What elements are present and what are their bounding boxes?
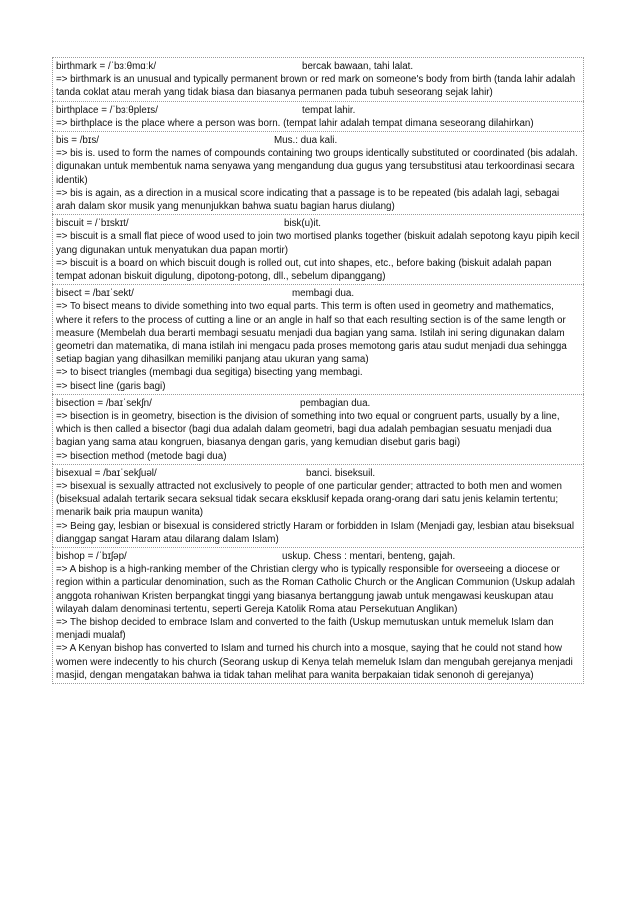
definition-line: => bis is. used to form the names of compounds containing two groups identically substituted or coordinated (bis adalah. digunakan untuk membentuk nama senyawa yang mengandung dua gugus yang tersubstitusi atau terkoordinasi secara identik)	[56, 148, 578, 186]
entry-bisexual	[52, 464, 584, 547]
entry-meaning: bisk(u)it.	[284, 218, 322, 230]
entry-bishop	[52, 547, 584, 684]
entry-bis	[52, 131, 584, 214]
definition-line: => A Kenyan bishop has converted to Islam and turned his church into a mosque, saying that he could not stand how women were indecently to his church (Seorang uskup di Kenya telah memeluk Islam dan mengubah gerejanya menjadi masjid, dengan mengatakan bahwa ia tidak tahan melihat para wanita berpakaian tidak senonoh di gerejanya)	[56, 643, 573, 681]
entry-term: bishop = /ˈbɪʃəp/	[56, 551, 127, 562]
entry-term: bisection = /baɪˈsekʃn/	[56, 397, 152, 409]
entry-term: biscuit = /ˈbɪskɪt/	[56, 218, 129, 230]
entry-header	[56, 60, 580, 73]
definition-line: => bisect line (garis bagi)	[56, 380, 166, 392]
definition-line: => To bisect means to divide something into two equal parts. This term is often used in geometry and mathematics, where it refers to the process of cutting a line or an angle in half so that each resulting section is of the same length or measure (Membelah dua berarti membagi sesuatu menjadi dua bagian yang sama. Istilah ini sering digunakan dalam geometri dan matematika, di mana istilah ini mengacu pada proses memotong garis atau sudut menjadi dua sehingga setiap bagian yang dihasilkan memiliki panjang atau ukuran yang sama)	[56, 301, 567, 366]
definition-line: => bisection method (metode bagi dua)	[56, 450, 227, 462]
definition-line: => to bisect triangles (membagi dua segitiga) bisecting yang membagi.	[56, 367, 363, 379]
entry-header	[56, 134, 580, 147]
entry-term: bisect = /baɪˈsekt/	[56, 288, 134, 300]
entry-header	[56, 397, 580, 410]
entry-meaning: uskup. Chess : mentari, benteng, gajah.	[282, 551, 456, 562]
definition-line: => Being gay, lesbian or bisexual is considered strictly Haram or forbidden in Islam (Menjadi gay, lesbian atau biseksual dianggap sangat Haram atau dilarang dalam Islam)	[56, 520, 575, 545]
entry-header	[56, 550, 580, 563]
entry-meaning: membagi dua.	[292, 288, 355, 300]
dictionary-page	[52, 57, 584, 684]
definition-line: => birthplace is the place where a person was born. (tempat lahir adalah tempat dimana seseorang dilahirkan)	[56, 117, 534, 129]
entry-bisect	[52, 284, 584, 394]
entry-meaning: banci. biseksuil.	[306, 467, 376, 479]
entry-birthplace	[52, 101, 584, 131]
definition-line: => bis is again, as a direction in a musical score indicating that a passage is to be repeated (bis adalah lagi, sebagai arah dalam skor musik yang menunjukkan bahwa suatu bagian harus diulang)	[56, 187, 560, 212]
definition-line: => birthmark is an unusual and typically permanent brown or red mark on someone's body from birth (tanda lahir adalah tanda coklat atau merah yang tidak biasa dan biasanya permanen pada tubuh seseorang sejak lahir)	[56, 74, 576, 99]
definition-line: => A bishop is a high-ranking member of the Christian clergy who is typically responsible for overseeing a diocese or region within a particular denomination, such as the Roman Catholic Church or the Anglican Communion (Uskup adalah anggota rohaniwan Kristen berpangkat tinggi yang biasanya bertanggung jawab untuk mengawasi keuskupan atau wilayah dalam denominasi tertentu, seperti Gereja Katolik Roma atau Persekutuan Anglikan)	[56, 564, 575, 615]
entry-meaning: Mus.: dua kali.	[274, 134, 338, 146]
entry-meaning: bercak bawaan, tahi lalat.	[302, 61, 414, 72]
definition-line: => biscuit is a board on which biscuit dough is rolled out, cut into shapes, etc., before baking (biskuit adalah papan tempat adonan biskuit digulung, dipotong-potong, dll., sebelum dipanggang)	[56, 257, 552, 282]
definition-line: => bisexual is sexually attracted not exclusively to people of one particular gender; attracted to both men and women (biseksual adalah tertarik secara seksual tidak secara eksklusif kepada orang-orang dari satu jenis kelamin tertentu; menarik baik pria maupun wanita)	[56, 480, 562, 519]
definition-line: => biscuit is a small flat piece of wood used to join two mortised planks together (biskuit adalah sepotong kayu pipih kecil yang digunakan untuk menyatukan dua papan mortir)	[56, 231, 580, 256]
entry-term: bisexual = /baɪˈsekʃuəl/	[56, 467, 157, 479]
entry-header	[56, 467, 580, 480]
entry-meaning: tempat lahir.	[302, 104, 356, 116]
entry-header	[56, 217, 580, 230]
entry-birthmark	[52, 57, 584, 101]
entry-meaning: pembagian dua.	[300, 397, 371, 409]
definition-line: => The bishop decided to embrace Islam and converted to the faith (Uskup memutuskan untuk memeluk Islam dan menjadi mualaf)	[56, 617, 554, 642]
entry-header	[56, 287, 580, 300]
definition-line: => bisection is in geometry, bisection is the division of something into two equal or congruent parts, usually by a line, which is then called a bisector (bagi dua adalah dalam geometri, bagi dua adalah pembagian sesuatu menjadi dua bagian yang sama atau kongruen, biasanya dengan garis, yang kemudian disebut garis bagi)	[56, 410, 560, 449]
entry-header	[56, 104, 580, 117]
entry-biscuit	[52, 214, 584, 284]
entry-term: birthmark = /ˈbɜːθmɑːk/	[56, 61, 157, 72]
entry-term: birthplace = /ˈbɜːθpleɪs/	[56, 104, 158, 116]
entry-term: bis = /bɪs/	[56, 134, 99, 146]
entry-bisection	[52, 394, 584, 464]
